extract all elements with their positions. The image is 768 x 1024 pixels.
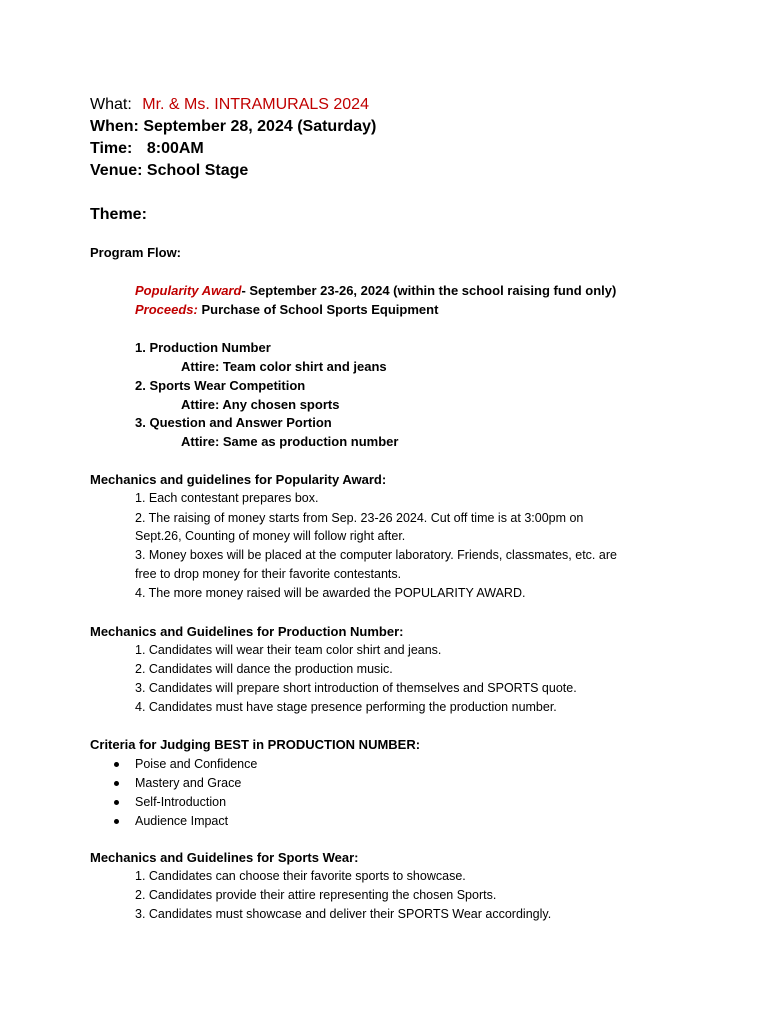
time-value: 8:00AM	[146, 140, 204, 157]
popularity-award-line	[135, 284, 616, 297]
program-flow-heading: Program Flow:	[90, 245, 182, 260]
bullet-icon	[114, 819, 119, 824]
time-line	[90, 141, 204, 157]
mechanics-line: 4. The more money raised will be awarded the POPULARITY AWARD.	[135, 586, 526, 600]
mechanics-line: 1. Candidates will wear their team color shirt and jeans.	[135, 643, 442, 657]
proceeds-line	[135, 303, 438, 316]
mechanics-line: free to drop money for their favorite contestants.	[135, 567, 402, 581]
program-item-title: 3. Question and Answer Portion	[135, 415, 332, 430]
criteria-heading: Criteria for Judging BEST in PRODUCTION NUMBER:	[90, 737, 421, 752]
mechanics-line: 3. Candidates must showcase and deliver their SPORTS Wear accordingly.	[135, 907, 552, 921]
mechanics-line: 4. Candidates must have stage presence performing the production number.	[135, 700, 557, 714]
program-item-attire: Attire: Any chosen sports	[181, 397, 340, 412]
theme-line: Theme:	[90, 206, 147, 223]
program-item-title: 1. Production Number	[135, 340, 271, 355]
mechanics-line: Sept.26, Counting of money will follow right after.	[135, 529, 406, 543]
proceeds-label: Proceeds:	[135, 302, 198, 317]
popularity-mechanics-heading: Mechanics and guidelines for Popularity Award:	[90, 472, 387, 487]
program-item-attire: Attire: Team color shirt and jeans	[181, 359, 387, 374]
time-label: Time:	[90, 140, 133, 157]
event-name: Mr. & Ms. INTRAMURALS 2024	[142, 96, 369, 113]
criteria-item: Mastery and Grace	[135, 776, 242, 790]
criteria-item: Poise and Confidence	[135, 757, 258, 771]
program-item-title: 2. Sports Wear Competition	[135, 378, 306, 393]
proceeds-text: Purchase of School Sports Equipment	[197, 302, 439, 317]
venue-line: Venue: School Stage	[90, 162, 249, 179]
popularity-award-label: Popularity Award	[135, 283, 242, 298]
bullet-icon	[114, 762, 119, 767]
bullet-icon	[114, 781, 119, 786]
mechanics-line: 3. Money boxes will be placed at the computer laboratory. Friends, classmates, etc. are	[135, 548, 617, 562]
popularity-award-text: - September 23-26, 2024 (within the school raising fund only)	[241, 283, 617, 298]
criteria-item: Self-Introduction	[135, 795, 227, 809]
criteria-item: Audience Impact	[135, 814, 229, 828]
mechanics-line: 2. Candidates provide their attire representing the chosen Sports.	[135, 888, 497, 902]
program-item-attire: Attire: Same as production number	[181, 434, 399, 449]
sportswear-mechanics-heading: Mechanics and Guidelines for Sports Wear:	[90, 850, 359, 865]
mechanics-line: 2. Candidates will dance the production music.	[135, 662, 393, 676]
mechanics-line: 1. Candidates can choose their favorite sports to showcase.	[135, 869, 466, 883]
when-line: When: September 28, 2024 (Saturday)	[90, 118, 377, 135]
mechanics-line: 3. Candidates will prepare short introduction of themselves and SPORTS quote.	[135, 681, 577, 695]
production-mechanics-heading: Mechanics and Guidelines for Production Number:	[90, 624, 404, 639]
mechanics-line: 2. The raising of money starts from Sep. 23-26 2024. Cut off time is at 3:00pm on	[135, 511, 584, 525]
bullet-icon	[114, 800, 119, 805]
what-line	[90, 97, 369, 113]
what-label: What:	[90, 96, 132, 113]
mechanics-line: 1. Each contestant prepares box.	[135, 491, 319, 505]
